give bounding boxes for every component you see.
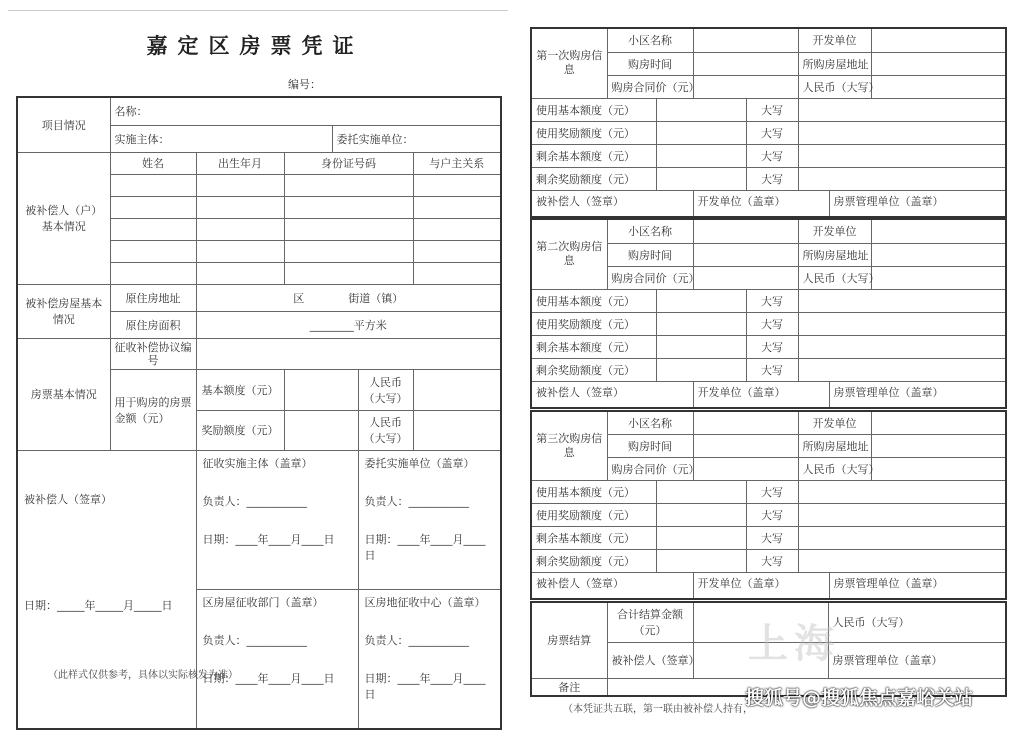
daxie-field[interactable] (798, 526, 1006, 549)
person-signature-label: 被补偿人（签章） (24, 492, 112, 506)
quota-label: 使用基本额度（元） (531, 289, 656, 312)
daxie-field[interactable] (798, 480, 1006, 503)
quota-row (531, 358, 1006, 381)
rmb-label: 人民币（大写） (798, 457, 871, 480)
quota-field[interactable] (656, 121, 746, 144)
block-label: 第三次购房信息 (531, 411, 607, 480)
daxie-field[interactable] (798, 98, 1006, 121)
dept-seal-label: 区房屋征收部门（盖章） (202, 595, 324, 609)
quota-field[interactable] (656, 358, 746, 381)
address-label: 所购房屋地址 (798, 243, 871, 266)
sig-mgmt[interactable]: 房票管理单位（盖章） (829, 190, 1006, 217)
entrusted-seal-cell[interactable] (358, 450, 501, 589)
price-label: 购房合同价（元） (607, 75, 693, 98)
address-field[interactable] (196, 284, 501, 311)
basic-rmb-field[interactable] (413, 369, 501, 410)
page-edge (8, 10, 508, 11)
header-id: 身份证号码 (284, 152, 413, 174)
daxie-label: 大写 (746, 312, 798, 335)
rmb-field[interactable] (871, 75, 1006, 98)
quota-label: 剩余奖励额度（元） (531, 358, 656, 381)
subject-seal-cell[interactable] (196, 450, 358, 589)
daxie-field[interactable] (798, 335, 1006, 358)
developer-field[interactable] (871, 411, 1006, 434)
quota-row (531, 167, 1006, 190)
quota-label: 剩余奖励额度（元） (531, 167, 656, 190)
entrusted-seal-label: 委托实施单位（盖章） (364, 456, 475, 470)
address-field[interactable] (871, 52, 1006, 75)
quota-field[interactable] (656, 526, 746, 549)
price-field[interactable] (693, 266, 798, 289)
quota-field[interactable] (656, 312, 746, 335)
date-line: 日期：____年____月____日 (202, 671, 335, 685)
price-label: 购房合同价（元） (607, 266, 693, 289)
entrusted-field[interactable]: 委托实施单位： (332, 125, 501, 152)
street-label: 街道（镇） (348, 291, 404, 305)
rmb-field[interactable] (871, 457, 1006, 480)
quota-label: 使用基本额度（元） (531, 98, 656, 121)
settle-mgmt-label: 房票管理单位（盖章） (828, 642, 1006, 678)
quota-label: 剩余基本额度（元） (531, 144, 656, 167)
project-label: 项目情况 (17, 97, 110, 152)
settle-rmb-label: 人民币（大写） (828, 602, 1006, 642)
purchase-block-1 (530, 27, 1007, 218)
person-signature-cell[interactable] (17, 450, 196, 729)
block-label: 第二次购房信息 (531, 219, 607, 289)
daxie-label: 大写 (746, 526, 798, 549)
watermark-text: 搜狐号@搜狐焦点嘉峪关站 (745, 687, 974, 709)
basic-field[interactable] (284, 369, 358, 410)
quota-row (531, 549, 1006, 572)
right-footnote: （本凭证共五联，第一联由被补偿人持有， (563, 704, 753, 715)
agreement-field[interactable] (196, 338, 501, 369)
daxie-field[interactable] (798, 121, 1006, 144)
rmb-label: 人民币（大写） (798, 75, 871, 98)
responsible-line: 负责人：___________ (364, 494, 469, 508)
time-label: 购房时间 (607, 243, 693, 266)
quota-label: 剩余基本额度（元） (531, 335, 656, 358)
sig-person[interactable]: 被补偿人（签章） (531, 190, 693, 217)
quota-row (531, 480, 1006, 503)
time-field[interactable] (693, 52, 798, 75)
purchase-block-2 (530, 218, 1007, 409)
house-label: 被补偿房屋基本情况 (17, 284, 110, 338)
time-label: 购房时间 (607, 52, 693, 75)
daxie-label: 大写 (746, 167, 798, 190)
developer-label: 开发单位 (798, 28, 871, 52)
sig-developer[interactable]: 开发单位（盖章） (693, 381, 829, 408)
responsible-line: 负责人：___________ (364, 633, 469, 647)
daxie-field[interactable] (798, 358, 1006, 381)
person-date: 日期：_____年_____月_____日 (24, 598, 173, 612)
quota-field[interactable] (656, 503, 746, 526)
community-field[interactable] (693, 411, 798, 434)
basic-label: 基本额度（元） (196, 369, 284, 410)
quota-row (531, 503, 1006, 526)
sig-mgmt[interactable]: 房票管理单位（盖章） (829, 381, 1006, 408)
time-label: 购房时间 (607, 434, 693, 457)
daxie-label: 大写 (746, 480, 798, 503)
community-field[interactable] (693, 28, 798, 52)
quota-label: 剩余基本额度（元） (531, 526, 656, 549)
remark-label: 备注 (531, 678, 607, 696)
quota-row (531, 335, 1006, 358)
header-birth: 出生年月 (196, 152, 284, 174)
quota-label: 使用基本额度（元） (531, 480, 656, 503)
settle-person-label: 被补偿人（签章） (607, 642, 693, 678)
daxie-field[interactable] (798, 503, 1006, 526)
left-form-table (16, 96, 502, 730)
address-field[interactable] (871, 243, 1006, 266)
price-field[interactable] (693, 457, 798, 480)
reward-label: 奖励额度（元） (196, 410, 284, 450)
quota-field[interactable] (656, 549, 746, 572)
basic-rmb-label: 人民币（大写） (358, 369, 413, 410)
persons-label: 被补偿人（户）基本情况 (17, 152, 110, 284)
community-field[interactable] (693, 219, 798, 243)
time-field[interactable] (693, 243, 798, 266)
sig-person[interactable]: 被补偿人（签章） (531, 381, 693, 408)
developer-field[interactable] (871, 219, 1006, 243)
left-footnote: （此样式仅供参考，具体以实际核发为准） (48, 670, 238, 681)
subject-seal-label: 征收实施主体（盖章） (202, 456, 313, 470)
quota-field[interactable] (656, 289, 746, 312)
reward-rmb-field[interactable] (413, 410, 501, 450)
daxie-label: 大写 (746, 121, 798, 144)
date-line: 日期：____年____月____日 (202, 532, 335, 546)
block-label: 第一次购房信息 (531, 28, 607, 98)
area-label: 原住房面积 (110, 311, 196, 338)
daxie-label: 大写 (746, 503, 798, 526)
daxie-label: 大写 (746, 358, 798, 381)
project-name-field[interactable]: 名称： (110, 97, 501, 125)
daxie-field[interactable] (798, 144, 1006, 167)
address-label: 原住房地址 (110, 284, 196, 311)
rmb-field[interactable] (871, 266, 1006, 289)
daxie-field[interactable] (798, 289, 1006, 312)
header-relation: 与户主关系 (413, 152, 501, 174)
sig-mgmt[interactable]: 房票管理单位（盖章） (829, 572, 1006, 599)
sig-person[interactable]: 被补偿人（签章） (531, 572, 693, 599)
center-seal-cell[interactable] (358, 589, 501, 729)
quota-row (531, 98, 1006, 121)
responsible-line: 负责人：___________ (202, 494, 307, 508)
daxie-label: 大写 (746, 144, 798, 167)
community-label: 小区名称 (607, 411, 693, 434)
address-field[interactable] (871, 434, 1006, 457)
reward-rmb-label: 人民币（大写） (358, 410, 413, 450)
document-title: 嘉定区房票凭证 (146, 33, 364, 58)
header-name: 姓名 (110, 152, 196, 174)
daxie-label: 大写 (746, 289, 798, 312)
daxie-field[interactable] (798, 167, 1006, 190)
purchase-block-3 (530, 410, 1007, 600)
settle-label: 房票结算 (531, 602, 607, 678)
ticket-label: 房票基本情况 (17, 338, 110, 450)
quota-row (531, 144, 1006, 167)
quota-label: 使用奖励额度（元） (531, 121, 656, 144)
quota-label: 使用奖励额度（元） (531, 503, 656, 526)
address-label: 所购房屋地址 (798, 434, 871, 457)
quota-row (531, 289, 1006, 312)
watermark-logo: 上海 (748, 621, 840, 667)
date-line: 日期：____年____月____日 (364, 532, 486, 562)
quota-row (531, 121, 1006, 144)
quota-field[interactable] (656, 144, 746, 167)
community-label: 小区名称 (607, 219, 693, 243)
date-line: 日期：____年____月____日 (364, 671, 486, 701)
price-field[interactable] (693, 75, 798, 98)
quota-row (531, 526, 1006, 549)
developer-field[interactable] (871, 28, 1006, 52)
developer-label: 开发单位 (798, 219, 871, 243)
serial-number-label: 编号： (288, 78, 321, 91)
responsible-line: 负责人：___________ (202, 633, 307, 647)
dept-seal-cell[interactable] (196, 589, 358, 729)
sig-developer[interactable]: 开发单位（盖章） (693, 190, 829, 217)
quota-field[interactable] (656, 98, 746, 121)
price-label: 购房合同价（元） (607, 457, 693, 480)
agreement-label: 征收补偿协议编号 (110, 338, 196, 369)
address-label: 所购房屋地址 (798, 52, 871, 75)
center-seal-label: 区房地征收中心（盖章） (364, 595, 486, 609)
community-label: 小区名称 (607, 28, 693, 52)
subject-field[interactable]: 实施主体： (110, 125, 332, 152)
daxie-label: 大写 (746, 98, 798, 121)
quota-field[interactable] (656, 335, 746, 358)
daxie-field[interactable] (798, 312, 1006, 335)
quota-field[interactable] (656, 480, 746, 503)
rmb-label: 人民币（大写） (798, 266, 871, 289)
quota-row (531, 312, 1006, 335)
reward-field[interactable] (284, 410, 358, 450)
settle-total-label: 合计结算金额（元） (607, 602, 693, 642)
daxie-label: 大写 (746, 335, 798, 358)
amount-label: 用于购房的房票金额（元） (110, 369, 196, 450)
quota-label: 剩余奖励额度（元） (531, 549, 656, 572)
quota-field[interactable] (656, 167, 746, 190)
district-label: 区 (293, 291, 305, 305)
sig-developer[interactable]: 开发单位（盖章） (693, 572, 829, 599)
area-field[interactable]: ________平方米 (196, 311, 501, 338)
time-field[interactable] (693, 434, 798, 457)
quota-label: 使用奖励额度（元） (531, 312, 656, 335)
developer-label: 开发单位 (798, 411, 871, 434)
daxie-field[interactable] (798, 549, 1006, 572)
daxie-label: 大写 (746, 549, 798, 572)
